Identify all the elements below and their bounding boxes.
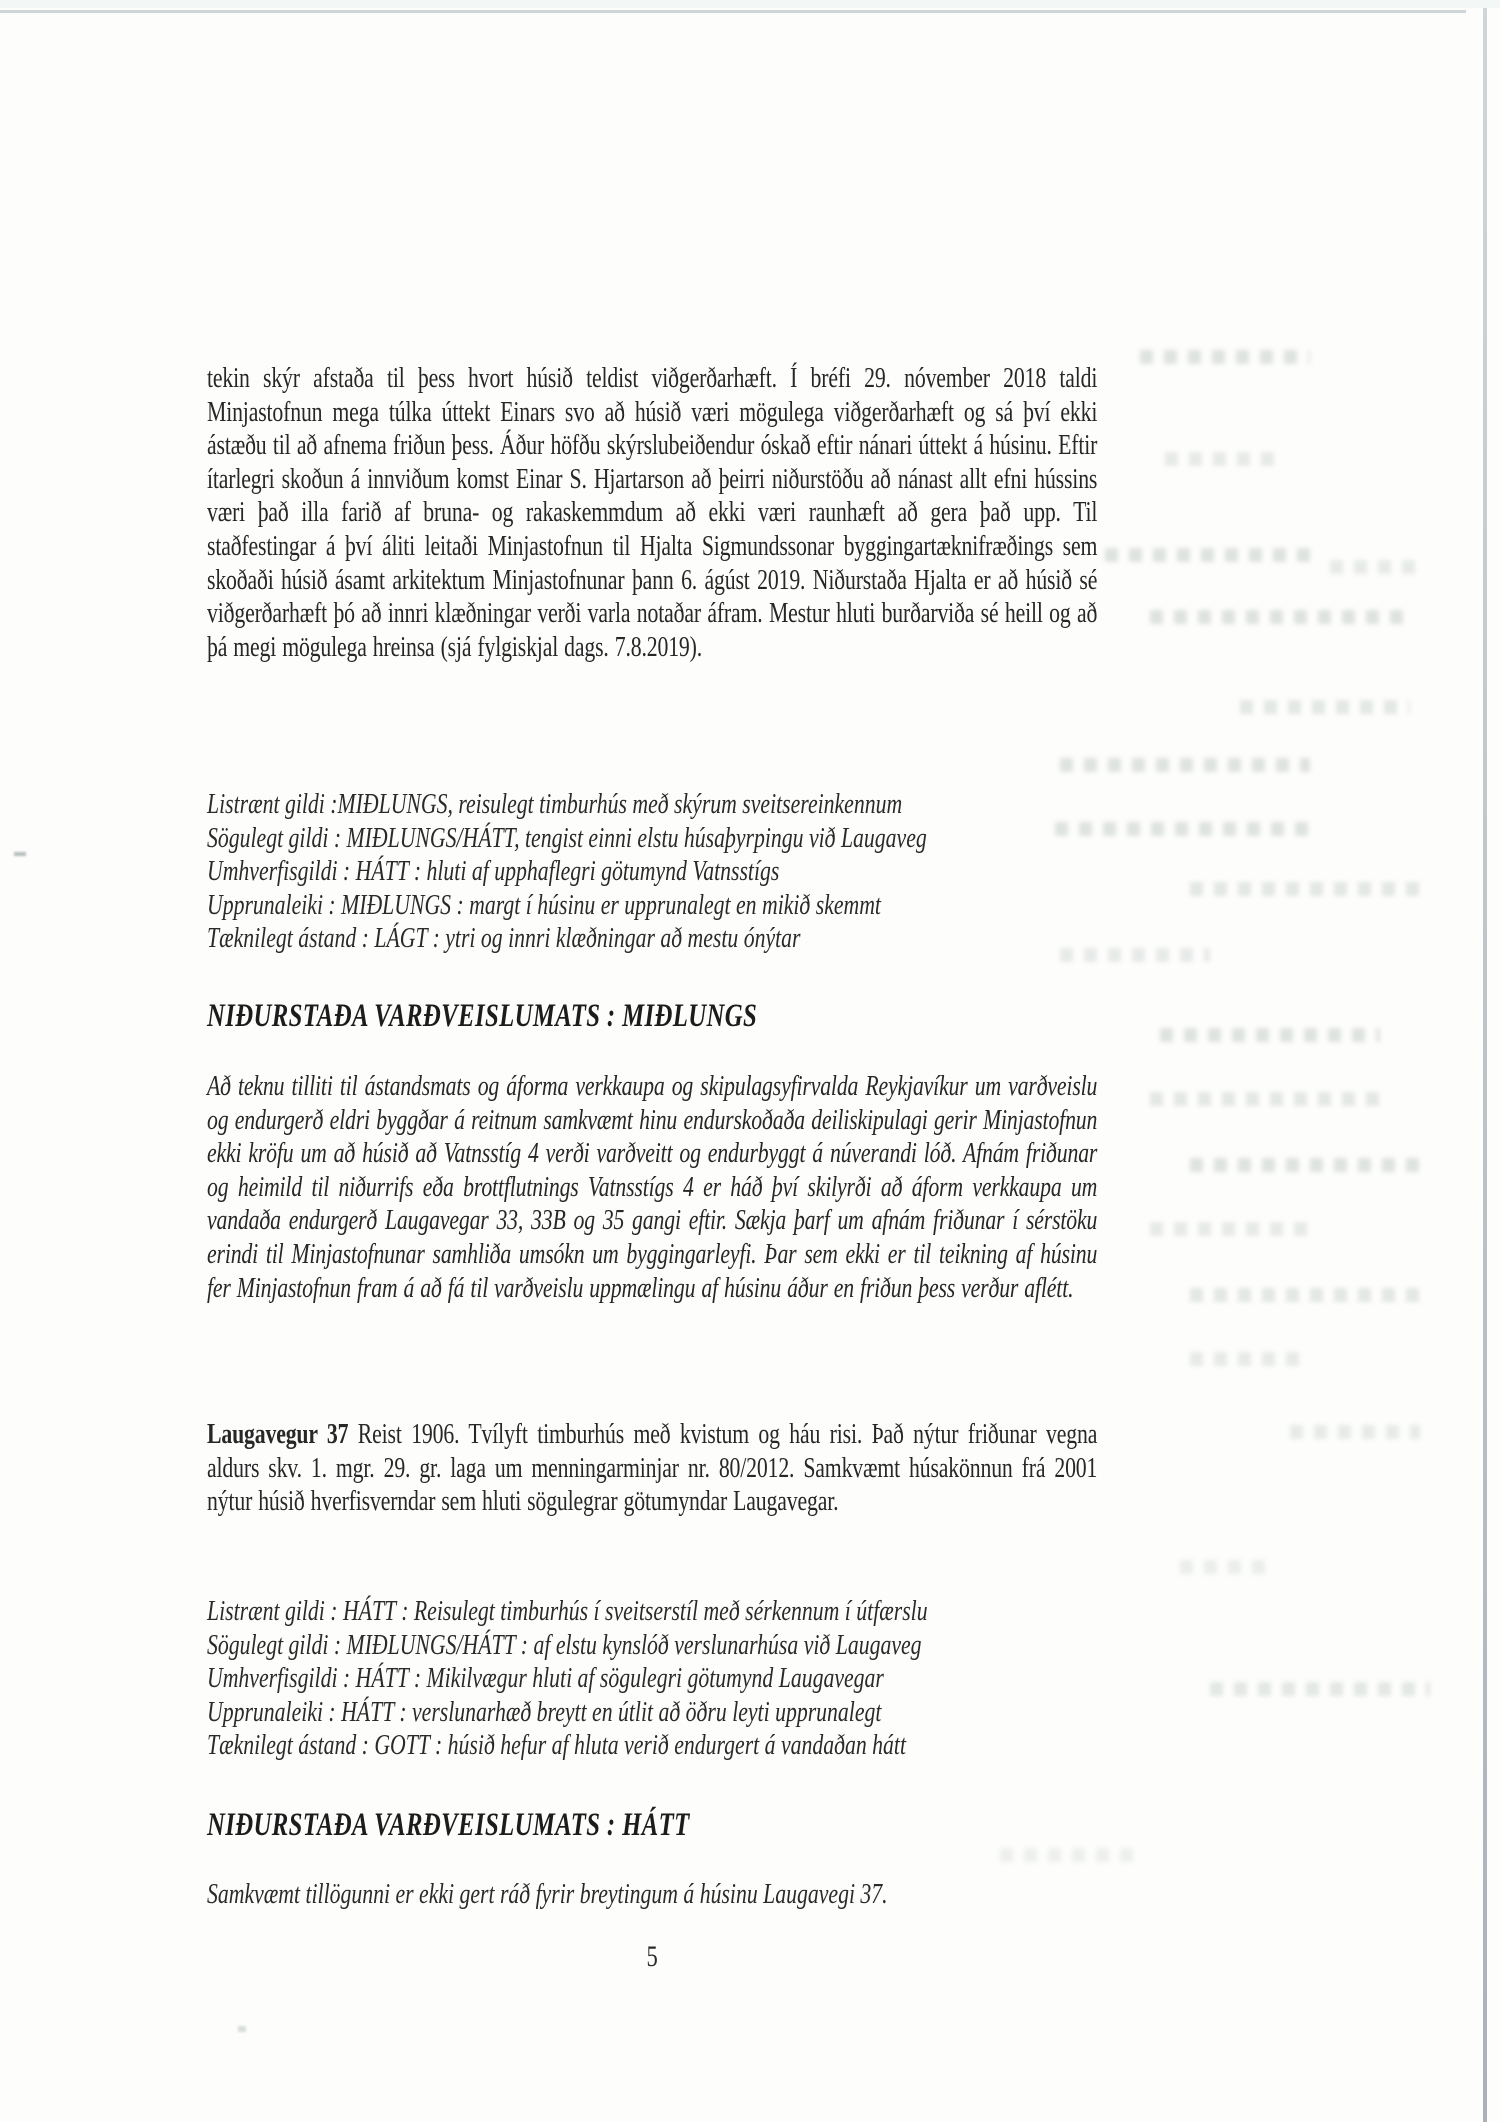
value-line: Umhverfisgildi : HÁTT : hluti af upphaflegri götumynd Vatnsstígs	[207, 855, 780, 888]
scan-bleedthrough	[1150, 1092, 1390, 1106]
scan-bleedthrough	[1210, 1682, 1430, 1696]
value-line: Sögulegt gildi : MIÐLUNGS/HÁTT : af elstu kynslóð verslunarhúsa við Laugaveg	[207, 1628, 922, 1661]
scan-bleedthrough	[1180, 1560, 1270, 1574]
scan-bleedthrough	[1190, 1352, 1310, 1366]
value-line: Tæknilegt ástand : LÁGT : ytri og innri klæðningar að mestu ónýtar	[207, 922, 801, 955]
scan-bleedthrough	[1150, 610, 1410, 624]
scan-bleedthrough	[1240, 700, 1410, 714]
value-list-laugavegur-37	[207, 1595, 1097, 1763]
value-line: Sögulegt gildi : MIÐLUNGS/HÁTT, tengist einni elstu húsaþyrpingu við Laugaveg	[207, 821, 927, 854]
scan-bleedthrough	[1160, 1028, 1380, 1042]
scan-speck	[14, 852, 26, 856]
scan-bleedthrough	[1105, 548, 1315, 562]
scan-bleedthrough	[1165, 452, 1285, 466]
value-line: Upprunaleiki : HÁTT : verslunarhæð breytt en útlit að öðru leyti upprunalegt	[207, 1695, 882, 1728]
scan-bleedthrough	[1190, 1288, 1420, 1302]
body-paragraph-laugavegur-37	[207, 1418, 1097, 1519]
value-line: Tæknilegt ástand : GOTT : húsið hefur af hluta verið endurgert á vandaðan hátt	[207, 1729, 907, 1762]
scan-right-edge-line	[1483, 8, 1487, 2122]
assessment-paragraph-laugavegur-37: Samkvæmt tillögunni er ekki gert ráð fyrir breytingum á húsinu Laugavegi 37.	[207, 1878, 888, 1910]
body-paragraph-vatnsstigur: tekin skýr afstaða til þess hvort húsið teldist viðgerðarhæft. Í bréfi 29. nóvember 2018 taldi Minjastofnun mega túlka úttekt Einars svo að húsið væri mögulega viðgerðarhæft og sá því ekki ástæðu til að afnema friðun þess. Áður höfðu skýrslubeiðendur óskað eftir nánari úttekt á húsinu. Eftir ítarlegri skoðun á innviðum komst Einar S. Hjartarson að þeirri niðurstöðu að nánast allt efni hússins væri það illa farið af bruna- og rakaskemmdum að ekki væri raunhæft að gera það upp. Til staðfestingar á því áliti leitaði Minjastofnun til Hjalta Sigmundssonar byggingartæknifræðings sem skoðaði húsið ásamt arkitektum Minjastofnunar þann 6. ágúst 2019. Niðurstaða Hjalta er að húsið sé viðgerðarhæft þó að innri klæðningar verði varla notaðar áfram. Mestur hluti burðarviða sé heill og að þá megi mögulega hreinsa (sjá fylgiskjal dags. 7.8.2019).	[207, 362, 1098, 663]
value-list-vatnsstigur	[207, 788, 1097, 956]
scan-bleedthrough	[1330, 560, 1420, 574]
value-line: Listrænt gildi :MIÐLUNGS, reisulegt timburhús með skýrum sveitsereinkennum	[207, 788, 903, 820]
scan-bleedthrough	[1150, 1222, 1310, 1236]
text-column	[207, 0, 1097, 2122]
scan-bleedthrough	[1140, 350, 1310, 364]
assessment-paragraph-vatnsstigur: Að teknu tilliti til ástandsmats og áforma verkkaupa og skipulagsyfirvalda Reykjavíkur um varðveislu og endurgerð eldri byggðar á reitnum samkvæmt hinu endurskoðaða deiliskipulagi gerir Minjastofnun ekki kröfu um að húsið að Vatnsstíg 4 verði varðveitt og endurbyggt á núverandi lóð. Afnám friðunar og heimild til niðurrifs eða brottflutnings Vatnsstígs 4 er háð því skilyrði að áform verkkaupa um vandaða endurgerð Laugavegar 33, 33B og 35 gangi eftir. Sækja þarf um afnám friðunar í sérstöku erindi til Minjastofnunar samhliða umsókn um byggingarleyfi. Þar sem ekki er til teikning af húsinu fer Minjastofnun fram á að fá til varðveislu uppmælingu af húsinu áður en friðun þess verður aflétt.	[207, 1070, 1098, 1304]
scan-bleedthrough	[1290, 1425, 1420, 1439]
page-number: 5	[646, 1940, 658, 1973]
value-line: Upprunaleiki : MIÐLUNGS : margt í húsinu er upprunalegt en mikið skemmt	[207, 888, 881, 921]
conclusion-heading-laugavegur-37: NIÐURSTAÐA VARÐVEISLUMATS : HÁTT	[207, 1807, 690, 1843]
house-intro-text: Reist 1906. Tvílyft timburhús með kvistum og háu risi. Það nýtur friðunar vegna aldurs skv. 1. mgr. 29. gr. laga um menningarminjar nr. 80/2012. Samkvæmt húsakönnun frá 2001 nýtur húsið hverfisverndar sem hluti sögulegrar götumyndar Laugavegar.	[207, 1418, 1098, 1518]
scan-bleedthrough	[1060, 758, 1310, 772]
scan-bleedthrough	[1190, 882, 1420, 896]
house-name-bold: Laugavegur 37	[207, 1418, 349, 1450]
value-line: Listrænt gildi : HÁTT : Reisulegt timburhús í sveitserstíl með sérkennum í útfærslu	[207, 1595, 928, 1627]
scan-bleedthrough	[1190, 1158, 1420, 1172]
conclusion-heading-vatnsstigur: NIÐURSTAÐA VARÐVEISLUMATS : MIÐLUNGS	[207, 998, 758, 1034]
value-line: Umhverfisgildi : HÁTT : Mikilvægur hluti af sögulegri götumynd Laugavegar	[207, 1662, 884, 1695]
